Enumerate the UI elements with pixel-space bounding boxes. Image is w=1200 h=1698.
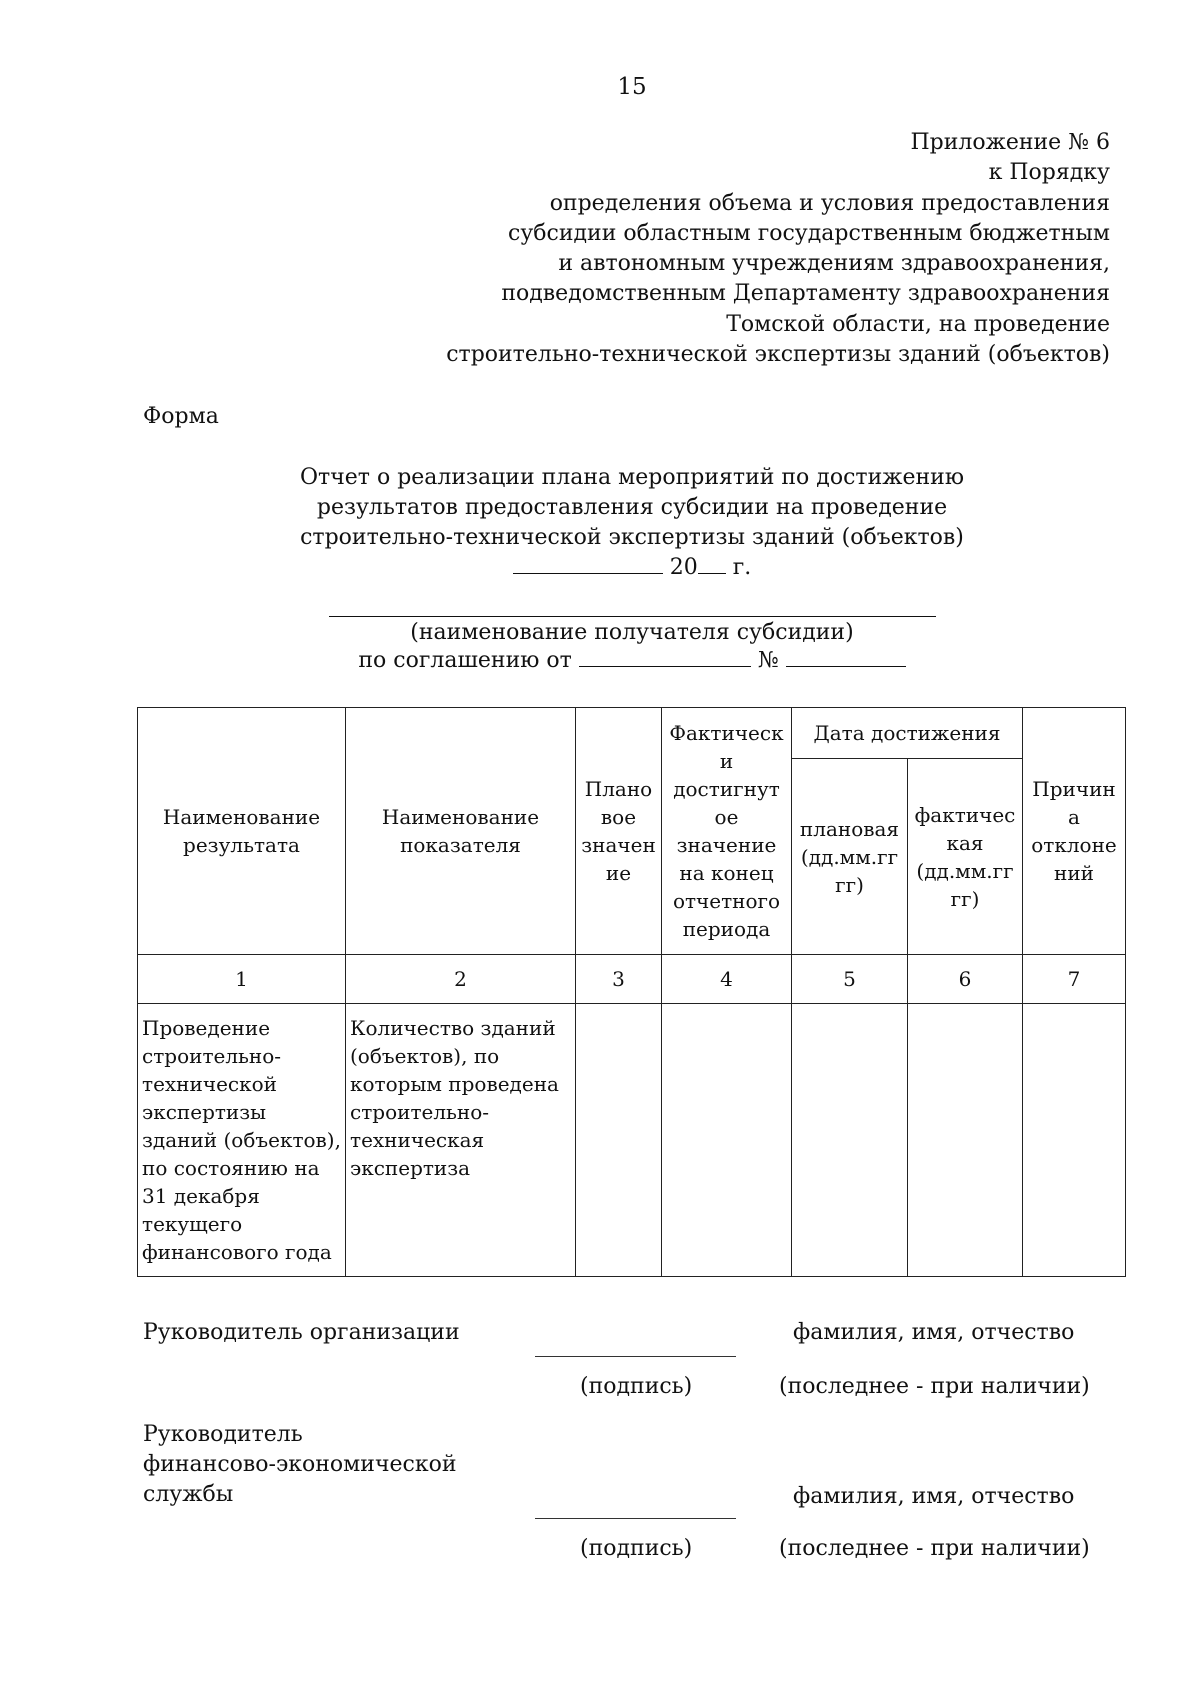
appendix-line: Приложение № 6 (910, 130, 1110, 155)
name-caption: фамилия, имя, отчество (793, 1484, 1075, 1509)
header-planned-value: Плано вое значен ие (576, 708, 662, 955)
cell-indicator: Количество зданий (объектов), по которым проведена строительно-техническая экспертиза (346, 1004, 576, 1277)
signature-line[interactable] (535, 1518, 736, 1519)
patronymic-note: (последнее - при наличии) (779, 1374, 1090, 1399)
appendix-line: субсидии областным государственным бюджетным (508, 220, 1110, 246)
recipient-blank-line[interactable] (329, 616, 936, 617)
header-row (138, 708, 1126, 759)
agreement-line (0, 648, 1200, 673)
signature-caption: (подпись) (580, 1374, 693, 1399)
column-number: 4 (662, 955, 792, 1004)
header-date-planned: плановая (дд.мм.гг гг) (792, 759, 908, 955)
year-suffix: г. (732, 555, 752, 580)
column-number: 6 (908, 955, 1023, 1004)
column-number: 5 (792, 955, 908, 1004)
report-period-line (0, 553, 1200, 583)
cell-date-planned[interactable] (792, 1004, 908, 1277)
agreement-prefix: по соглашению от (358, 648, 572, 673)
header-indicator: Наименование показателя (346, 708, 576, 955)
report-title-line: результатов предоставления субсидии на проведение (316, 495, 948, 520)
header-date-group: Дата достижения (792, 708, 1023, 759)
header-result: Наименование результата (138, 708, 346, 955)
column-number-row (138, 955, 1126, 1004)
form-label: Форма (143, 404, 219, 429)
column-number: 2 (346, 955, 576, 1004)
appendix-line: подведомственным Департаменту здравоохранения (501, 281, 1110, 307)
report-title (0, 463, 1200, 583)
cell-planned-value[interactable] (576, 1004, 662, 1277)
appendix-line: и автономным учреждениям здравоохранения, (558, 251, 1110, 277)
patronymic-note: (последнее - при наличии) (779, 1536, 1090, 1561)
period-blank[interactable] (513, 572, 663, 574)
header-reason: Причин а отклоне ний (1023, 708, 1126, 955)
year-prefix: 20 (669, 555, 698, 580)
cell-date-actual[interactable] (908, 1004, 1023, 1277)
header-actual-value: Фактическ и достигнут ое значение на конец отчетного периода (662, 708, 792, 955)
appendix-line: Томской области, на проведение (726, 311, 1110, 337)
head-org-label: Руководитель организации (143, 1320, 460, 1345)
appendix-line: определения объема и условия предоставления (549, 190, 1110, 216)
column-number: 1 (138, 955, 346, 1004)
report-title-line: Отчет о реализации плана мероприятий по достижению (300, 465, 964, 490)
agreement-number-sign: № (757, 648, 779, 673)
cell-result: Проведение строительно-технической экспертизы зданий (объектов), по состоянию на 31 декабря текущего финансового года (138, 1004, 346, 1277)
cell-reason[interactable] (1023, 1004, 1126, 1277)
column-number: 3 (576, 955, 662, 1004)
year-blank[interactable] (698, 572, 726, 574)
signature-line[interactable] (535, 1356, 736, 1357)
agreement-date-blank[interactable] (579, 665, 751, 667)
column-number: 7 (1023, 955, 1126, 1004)
appendix-line: строительно-технической экспертизы зданий (объектов) (446, 342, 1110, 368)
report-title-line: строительно-технической экспертизы зданий (объектов) (300, 525, 964, 550)
table-row (138, 1004, 1126, 1277)
signature-caption: (подпись) (580, 1536, 693, 1561)
page-number: 15 (617, 74, 647, 100)
fin-head-label: Руководитель финансово-экономической службы (143, 1422, 457, 1507)
cell-actual-value[interactable] (662, 1004, 792, 1277)
header-date-actual: фактичес кая (дд.мм.гг гг) (908, 759, 1023, 955)
report-table (137, 707, 1126, 1277)
appendix-header (446, 128, 1110, 370)
recipient-caption: (наименование получателя субсидии) (410, 620, 854, 645)
name-caption: фамилия, имя, отчество (793, 1320, 1075, 1345)
appendix-line: к Порядку (988, 160, 1110, 186)
agreement-number-blank[interactable] (786, 665, 906, 667)
